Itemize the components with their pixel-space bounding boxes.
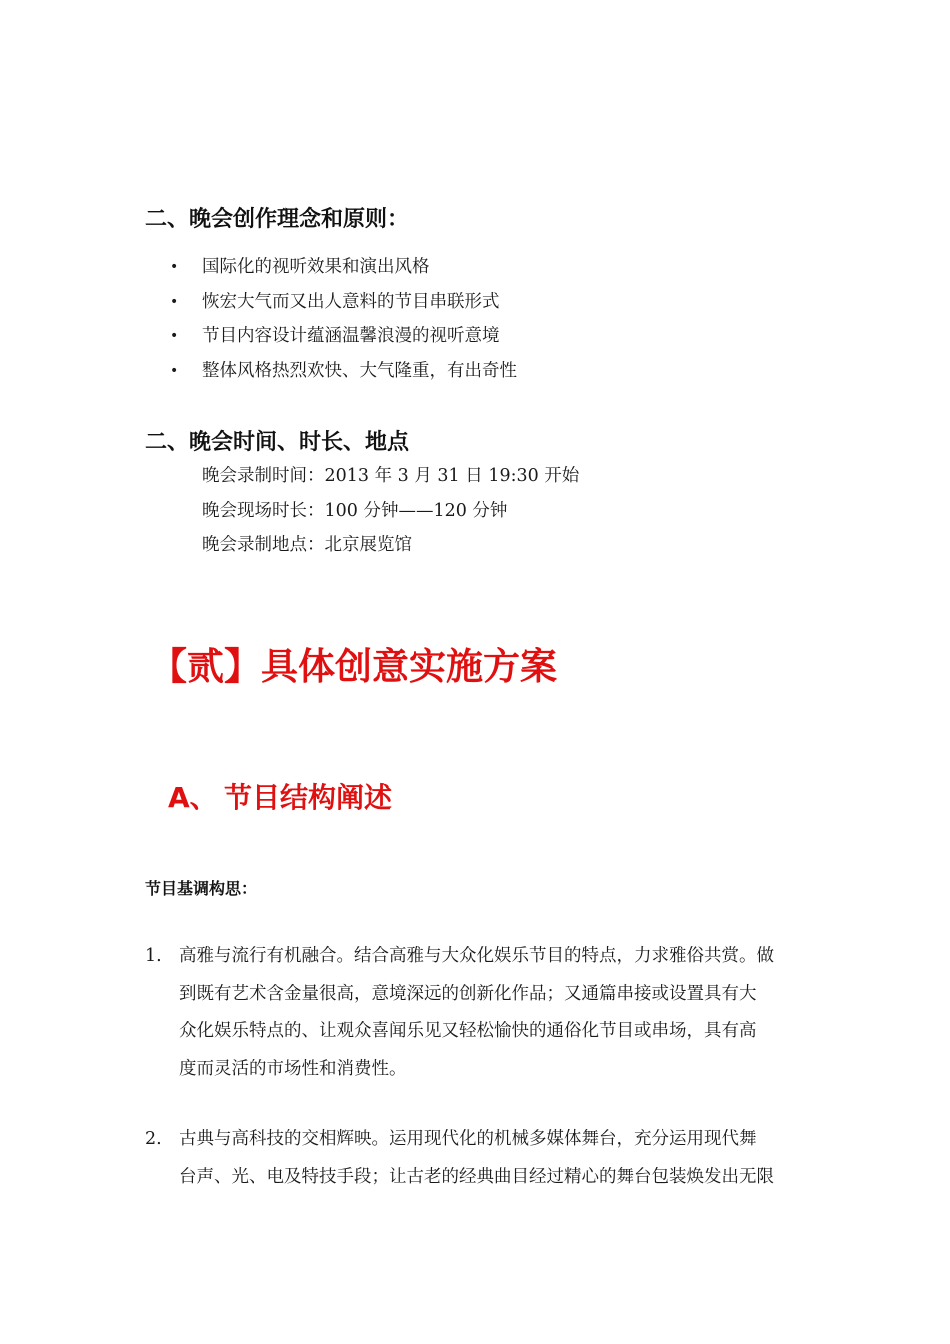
subsection-heading <box>168 776 392 816</box>
paragraph-number: 2. <box>145 1129 162 1149</box>
list-item <box>170 357 517 392</box>
duration: 晚会现场时长：100 分钟——120 分钟 <box>202 500 508 521</box>
numbered-paragraph-2 <box>145 1125 810 1200</box>
bullet-icon: • <box>170 293 179 310</box>
numbered-paragraph-1 <box>145 942 810 1092</box>
section-heading-principles: 二、晚会创作理念和原则： <box>145 207 410 232</box>
list-item-text: 恢宏大气而又出人意料的节目串联形式 <box>202 291 500 312</box>
bullet-icon: • <box>170 362 179 379</box>
concept-label: 节目基调构思： <box>145 879 258 898</box>
list-item-text: 国际化的视听效果和演出风格 <box>202 257 430 277</box>
paragraph-number: 1. <box>145 946 162 966</box>
principles-list <box>170 253 517 391</box>
list-item-text: 整体风格热烈欢快、大气隆重，有出奇性 <box>202 360 517 381</box>
list-item <box>170 322 517 357</box>
schedule-info <box>202 462 579 566</box>
list-item-text: 节目内容设计蕴涵温馨浪漫的视听意境 <box>202 326 500 346</box>
section-heading-schedule: 二、晚会时间、时长、地点 <box>145 430 410 455</box>
recording-time: 晚会录制时间：2013 年 3 月 31 日 19:30 开始 <box>202 466 580 486</box>
subsection-title: 节目结构阐述 <box>224 781 393 814</box>
paragraph-line: 到既有艺术含金量很高，意境深远的创新化作品；又通篇串接或设置具有大 <box>179 983 757 1004</box>
paragraph-line: 台声、光、电及特技手段；让古老的经典曲目经过精心的舞台包装焕发出无限 <box>179 1166 774 1187</box>
bullet-icon: • <box>170 328 179 344</box>
subsection-number: A、 <box>168 781 218 814</box>
part-title: 【贰】具体创意实施方案 <box>150 645 557 688</box>
paragraph-line: 古典与高科技的交相辉映。运用现代化的机械多媒体舞台，充分运用现代舞 <box>179 1129 757 1149</box>
paragraph-line: 高雅与流行有机融合。结合高雅与大众化娱乐节目的特点，力求雅俗共赏。做 <box>179 946 774 966</box>
list-item <box>170 253 517 288</box>
paragraph-line: 度而灵活的市场性和消费性。 <box>179 1058 407 1079</box>
bullet-icon: • <box>170 259 179 275</box>
venue: 晚会录制地点：北京展览馆 <box>202 535 412 555</box>
paragraph-line: 众化娱乐特点的、让观众喜闻乐见又轻松愉快的通俗化节目或串场，具有高 <box>179 1021 757 1041</box>
list-item <box>170 288 517 323</box>
